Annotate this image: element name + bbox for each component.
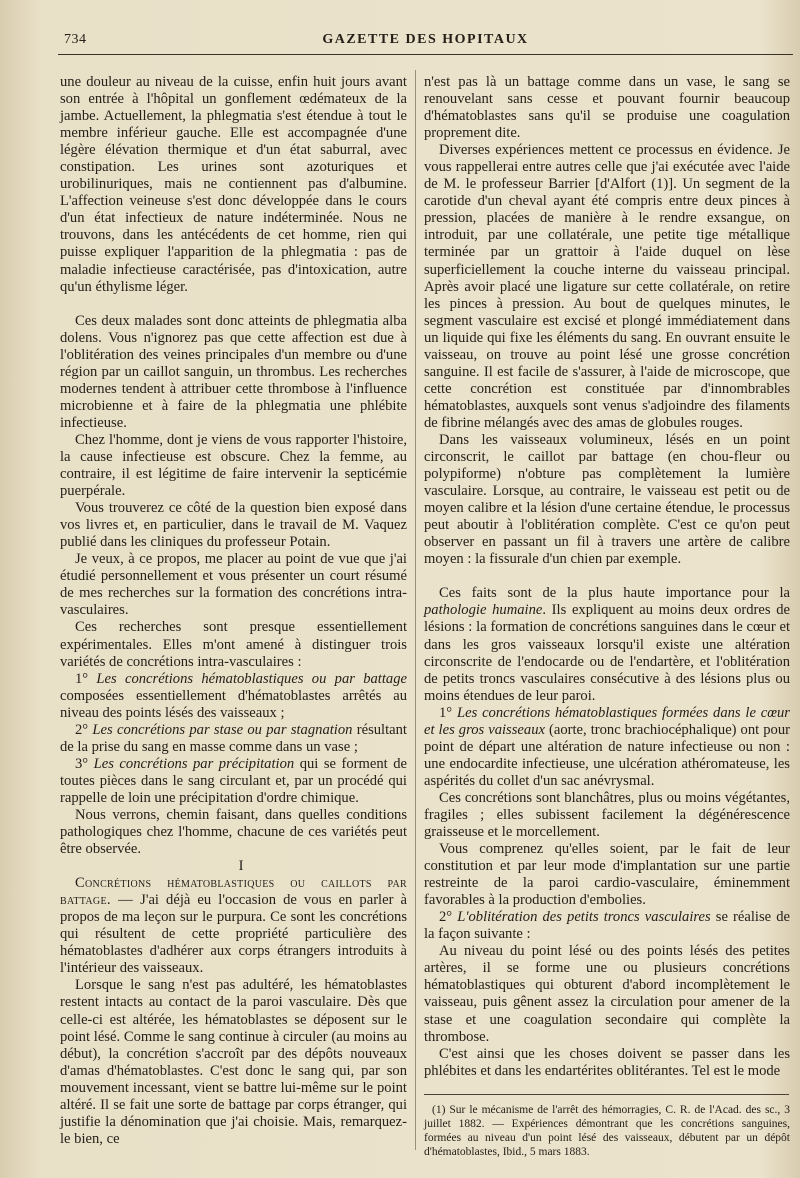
list-marker: 3° — [75, 755, 94, 772]
list-item-text: (aorte, tronc brachiocéphalique) ont pour point de départ une altération de nature infectieuse ou non : une endocardite infectieuse, une ulcération athéromateuse, les aspérités du collet d'un sac anévrysmal. — [424, 721, 790, 789]
footnote-rule — [424, 1094, 789, 1095]
paragraph: Au niveau du point lésé ou des points lésés des petites artères, il se forme une ou plusieurs concrétions hématoblastiques qui obturent d'abord incomplètement le vaisseau, puis gênent assez la circulation pour amener de la stase et une coagulation secondaire qui complète la thrombose. — [424, 943, 790, 1045]
list-item — [60, 756, 407, 807]
list-item — [60, 722, 407, 756]
paragraph: Lorsque le sang n'est pas adultéré, les hématoblastes restent intacts au contact de la paroi vasculaire. Dès que celle-ci est altérée, les hématoblastes se déposent sur le point lésé. Comme le sang continue à circuler (au moins au début), la concrétion s'accroît par des dépôts nouveaux d'amas d'hématoblastes. C'est donc le sang qui, par son mouvement incessant, vient se battre lui-même sur le point altéré. Il se fait une sorte de battage par corps étranger, qui justifie la dénomination que j'ai choisie. Mais, remarquez-le bien, ce — [60, 977, 407, 1147]
paragraph — [424, 585, 790, 704]
list-item-title: Les concrétions par stase ou par stagnation — [92, 721, 353, 738]
page-header — [58, 30, 793, 54]
paragraph: Dans les vaisseaux volumineux, lésés en un point circonscrit, le caillot par battage (en chou-fleur ou polypiforme) n'obture pas complètement la lumière vasculaire. Lorsque, au contraire, le vaisseau est petit ou de moyen calibre et la lésion d'une certaine étendue, le processus peut aboutir à l'oblitération complète. C'est ce qu'on peut observer en passant un fil à travers une artère de calibre moyen : la fissurale d'un chien par exemple. — [424, 431, 790, 568]
text-run: . Ils expliquent au moins deux ordres de lésions : la formation de concrétions sanguines dans le cœur et dans les gros vaisseaux lorsqu'il existe une altération circonscrite de l'endocarde ou de l'endartère, et l'oblitération de petits troncs vasculaires consécutive à des lésions plus ou moins étendues de leur paroi. — [424, 602, 790, 704]
list-item — [60, 671, 407, 722]
italic-text: pathologie humaine — [424, 602, 543, 619]
list-item-text: résultant de la prise du sang en masse comme dans un vase ; — [60, 721, 407, 755]
list-marker: 2° — [75, 721, 93, 738]
section-heading: Concrétions hématoblastiques ou caillots par battage. — — [60, 875, 407, 909]
header-rule — [58, 54, 793, 55]
list-item-title: Les concrétions hématoblastiques ou par battage — [96, 670, 407, 687]
list-item-text: se réalise de la façon suivante : — [424, 909, 790, 943]
list-marker: 1° — [75, 670, 97, 687]
paragraph: Vous comprenez qu'elles soient, par le fait de leur constitution et par leur mode d'implantation sur une partie restreinte de la paroi cardio-vasculaire, éminemment favorables à la production d'embolies. — [424, 841, 790, 909]
list-item — [424, 705, 790, 790]
paragraph: Ces deux malades sont donc atteints de phlegmatia alba dolens. Vous n'ignorez pas que cette affection est due à l'oblitération des veines principales d'un membre ou d'une région par un caillot sanguin, un thrombus. Les recherches modernes tendent à attribuer cette thrombose à l'influence microbienne et à faire de la phlegmatia une phlébite infectieuse. — [60, 312, 407, 431]
page-number: 734 — [64, 32, 87, 47]
running-title: GAZETTE DES HOPITAUX — [322, 32, 529, 47]
section-text: J'ai déjà eu l'occasion de vous en parler à propos de ma leçon sur le purpura. Ce sont les concrétions qui résultent de cette propriété particulière des hématoblastes d'adhérer aux corps étrangers introduits à l'intérieur des vaisseaux. — [60, 892, 407, 977]
list-item — [424, 909, 790, 943]
list-item-title: Les concrétions par précipitation — [93, 755, 295, 772]
paragraph: Diverses expériences mettent ce processus en évidence. Je vous rappellerai entre autres celle que j'ai exécutée avec l'aide de M. le professeur Barrier [d'Alfort (1)]. Un segment de la carotide d'un cheval ayant été compris entre deux pinces à pression, placées de manière à le rendre exsangue, on introduit, par une collatérale, une petite tige métallique terminée par un grattoir à l'aide duquel on lèse superficiellement la couche interne du vaisseau principal. Après avoir placé une ligature sur cette collatérale, on retire les pinces à pression. Au bout de quelques minutes, le segment vasculaire est excisé et plongé immédiatement dans un liquide qui fixe les éléments du sang. En ouvrant ensuite le vaisseau, on trouve au point lésé une grosse concrétion sanguine. Il est facile de s'assurer, à l'aide de microscope, que cette concrétion est constituée par d'innombrables hématoblastes, auxquels sont venus s'adjoindre des filaments de fibrine mélangés avec des amas de globules rouges. — [424, 142, 790, 431]
list-marker: 1° — [439, 704, 457, 721]
list-item-title: Les concrétions hématoblastiques formées dans le cœur et les gros vaisseaux — [424, 704, 790, 738]
list-item-text: qui se forment de toutes pièces dans le sang circulant et, par un procédé qui rappelle de loin une précipitation d'ordre chimique. — [60, 755, 407, 806]
section-paragraph — [60, 875, 407, 977]
paragraph: Ces recherches sont presque essentiellement expérimentales. Elles m'ont amené à distinguer trois variétés de concrétions intra-vasculaires : — [60, 619, 407, 670]
paragraph: C'est ainsi que les choses doivent se passer dans les phlébites et dans les endartérites oblitérantes. Tel est le mode — [424, 1045, 790, 1079]
list-marker: 2° — [439, 909, 458, 926]
paragraph: n'est pas là un battage comme dans un vase, le sang se renouvelant sans cesse et pouvant fournir beaucoup d'hématoblastes sans qu'il se produise une coagulation proprement dite. — [424, 74, 790, 142]
right-column — [424, 74, 790, 1159]
list-item-text: composées essentiellement d'hématoblastes arrêtés au niveau des points lésés des vaisseaux ; — [60, 687, 407, 721]
section-number: I — [238, 858, 244, 875]
paragraph: Chez l'homme, dont je viens de vous rapporter l'histoire, la cause infectieuse est obscure. Chez la femme, au contraire, il est légitime de faire intervenir la septicémie puerpérale. — [60, 431, 407, 500]
paragraph: Je veux, à ce propos, me placer au point de vue que j'ai étudié personnellement et vous présenter un court résumé de mes recherches sur la formation des concrétions intra-vasculaires. — [60, 551, 407, 619]
left-column — [60, 74, 407, 1148]
paragraph: une douleur au niveau de la cuisse, enfin huit jours avant son entrée à l'hôpital un gonflement œdémateux de la jambe. Actuellement, la phlegmatia s'est étendue à tout le membre inférieur gauche. Elle est accompagnée d'une légère élévation thermique et d'un état saburral, avec constipation. Les urines sont azoturiques et urobilinuriques, mais ne contiennent pas d'albumine. L'affection veineuse s'est donc développée dans le cours d'un état infectieux de nature indéterminée. Nous ne trouvons, dans les antécédents de cet homme, rien qui puisse expliquer l'apparition de la phlegmatia : pas de maladie infectieuse caractérisée, pas d'intoxication, autre qu'un éthylisme léger. — [60, 74, 407, 295]
paragraph: Nous verrons, chemin faisant, dans quelles conditions pathologiques chez l'homme, chacune de ces variétés peut être observée. — [60, 806, 407, 858]
footnote: (1) Sur le mécanisme de l'arrêt des hémorragies, C. R. de l'Acad. des sc., 3 juillet 1882. — Expériences démontrant que les concrétions sanguines, formées au niveau d'un point lésé des vaisseaux, débutent par un dépôt d'hématoblastes, Ibid., 5 mars 1883. — [424, 1103, 790, 1158]
column-divider — [415, 70, 416, 1150]
paragraph: Ces concrétions sont blanchâtres, plus ou moins végétantes, fragiles ; elles subissent facilement la dégénérescence graisseuse et le morcellement. — [424, 789, 790, 841]
text-run: Ces faits sont de la plus haute importance pour la — [439, 585, 790, 602]
list-item-title: L'oblitération des petits troncs vasculaires — [457, 909, 711, 926]
paragraph: Vous trouverez ce côté de la question bien exposé dans vos livres et, en particulier, dans le travail de M. Vaquez publié dans les cliniques du professeur Potain. — [60, 500, 407, 551]
